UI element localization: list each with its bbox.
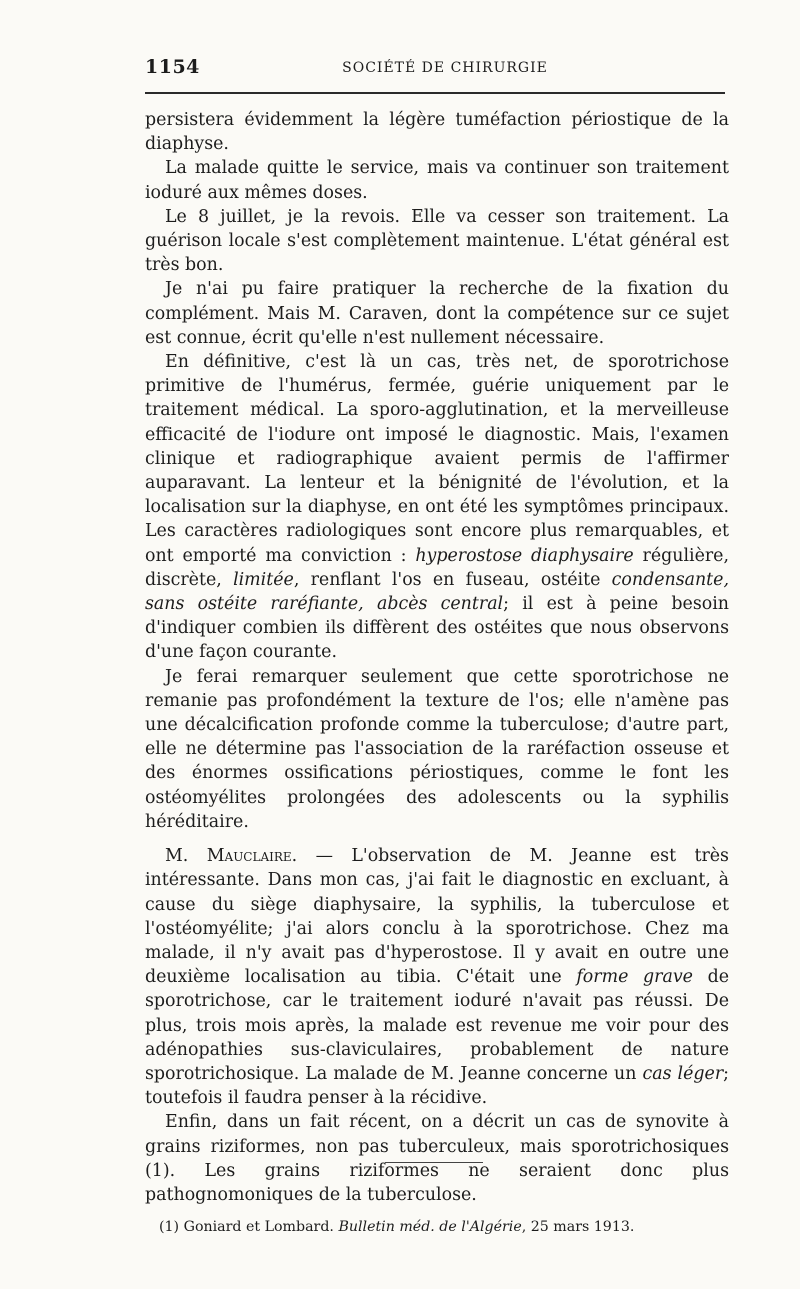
italic-run: limitée bbox=[233, 569, 294, 590]
text-run: En définitive, c'est là un cas, très net, de sporotrichose primitive de l'humérus, fermée, guérie uniquement par le traitement médical. La sporo-agglutination, et la merveilleuse efficacité de l'iodure ont imposé le diagnostic. Mais, l'examen clinique et radiographique avaient permis de l'affirmer auparavant. La lenteur et la bénignité de l'évolution, et la localisation sur la diaphyse, en ont été les symptômes principaux. Les caractères radiologiques sont encore plus remarquables, et ont emporté ma conviction : bbox=[145, 352, 729, 566]
text-run: régulière, discrète, bbox=[145, 545, 729, 590]
italic-run: forme grave bbox=[576, 967, 693, 988]
paragraph-follow-up: Le 8 juillet, je la revois. Elle va cesser son traitement. La guérison locale s'est complètement maintenue. L'état général est très bon. bbox=[145, 206, 729, 276]
article-body bbox=[145, 108, 729, 1237]
text-run: — L'observation de M. Jeanne est très intéressante. Dans mon cas, j'ai fait le diagnostic en excluant, à cause du siège diaphysaire, la syphilis, la tuberculose et l'ostéomyélite; j'ai alors conclu à la sporotrichose. Chez ma malade, il n'y avait pas d'hyperostose. Il y avait en outre une deuxième localisation au tibia. C'était une bbox=[145, 846, 729, 988]
italic-run: Bulletin méd. de l'Algérie bbox=[338, 1219, 522, 1236]
text-run: de sporotrichose, car le traitement ioduré n'avait pas réussi. De plus, trois mois après, la malade est revenue me voir pour des adénopathies sus-claviculaires, probablement de nature sporotrichosique. La malade de M. Jeanne concerne un bbox=[145, 967, 729, 1084]
paragraph-conclusion bbox=[145, 350, 729, 665]
running-title: SOCIÉTÉ DE CHIRURGIE bbox=[342, 60, 548, 76]
speaker-name: M. Mauclaire. bbox=[165, 846, 298, 867]
text-run: (1) Goniard et Lombard. bbox=[159, 1219, 339, 1236]
text-run: ; il est à peine besoin d'indiquer combien ils diffèrent des ostéites que nous observons d'une façon courante. bbox=[145, 594, 729, 663]
paragraph-mauclaire bbox=[145, 844, 729, 1110]
text-run: , 25 mars 1913. bbox=[521, 1219, 635, 1236]
italic-run: condensante, sans ostéite raréfiante, abcès central bbox=[145, 569, 729, 615]
italic-run: hyperostose diaphysaire bbox=[415, 545, 634, 566]
paragraph-continuation: persistera évidemment la légère tuméfaction périostique de la diaphyse. bbox=[145, 110, 729, 155]
header-rule bbox=[145, 92, 725, 94]
page-number: 1154 bbox=[145, 56, 200, 78]
page-header bbox=[145, 56, 725, 80]
text-run: ; toutefois il faudra penser à la récidive. bbox=[145, 1063, 729, 1109]
paragraph-discharge: La malade quitte le service, mais va continuer son traitement ioduré aux mêmes doses. bbox=[145, 158, 729, 203]
footnote bbox=[145, 1217, 729, 1237]
text-run: , renflant l'os en fuseau, ostéite bbox=[293, 569, 612, 590]
italic-run: cas léger bbox=[642, 1063, 724, 1084]
paragraph-synovitis: Enfin, dans un fait récent, on a décrit un cas de synovite à grains riziformes, non pas tuberculeux, mais sporotrichosiques (1). Les grains riziformes ne seraient donc plus pathognomoniques de la tuberculose. bbox=[145, 1112, 729, 1205]
end-rule bbox=[385, 1162, 483, 1163]
paragraph-complement: Je n'ai pu faire pratiquer la recherche de la fixation du complément. Mais M. Caraven, dont la compétence sur ce sujet est connue, écrit qu'elle n'est nullement nécessaire. bbox=[145, 279, 729, 348]
paragraph-remark: Je ferai remarquer seulement que cette sporotrichose ne remanie pas profondément la texture de l'os; elle n'amène pas une décalcification profonde comme la tuberculose; d'autre part, elle ne détermine pas l'association de la raréfaction osseuse et des énormes ossifications périostiques, comme le font les ostéomyélites prolongées des adolescents ou la syphilis héréditaire. bbox=[145, 666, 729, 832]
